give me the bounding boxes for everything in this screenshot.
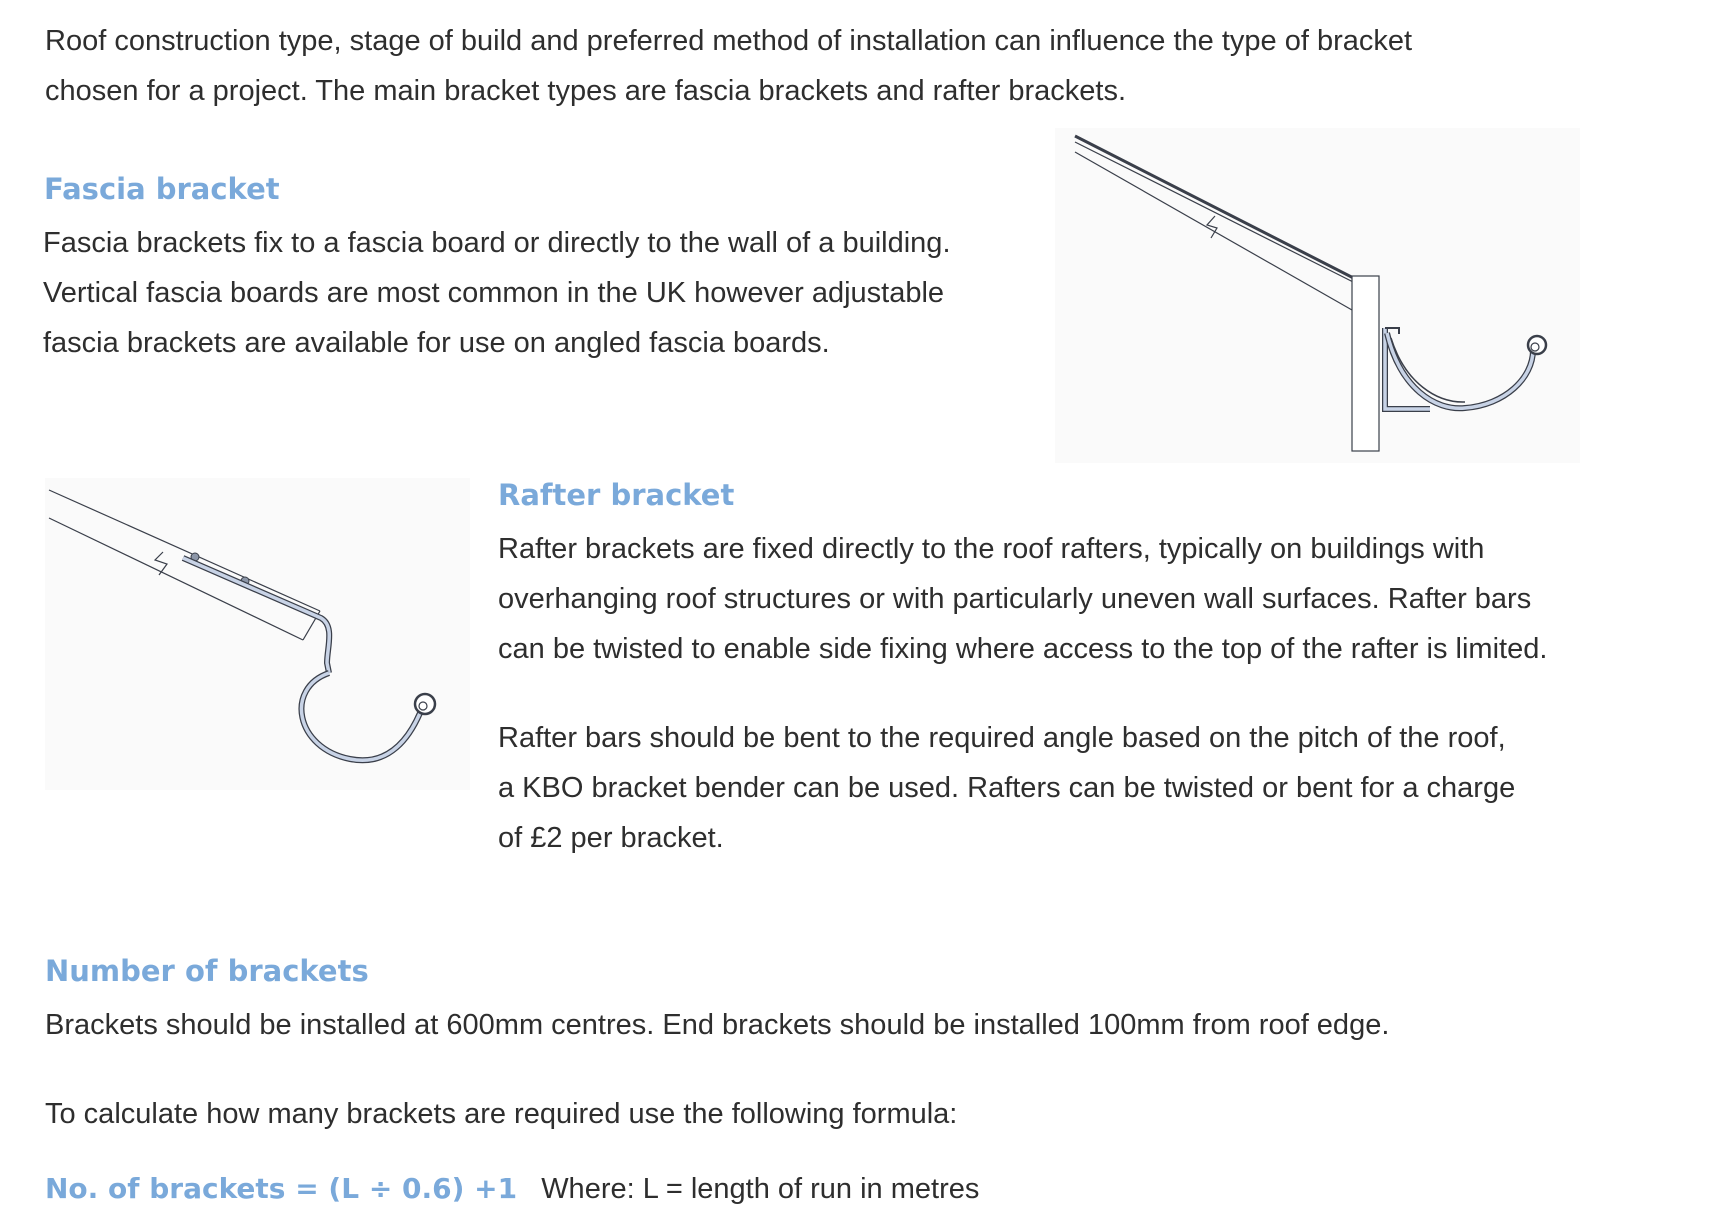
formula-where: Where: L = length of run in metres xyxy=(541,1173,980,1205)
formula-line xyxy=(45,1172,979,1206)
fascia-line-3: fascia brackets are available for use on angled fascia boards. xyxy=(43,327,830,359)
rafter-p1-line-3: can be twisted to enable side fixing where access to the top of the rafter is limited. xyxy=(498,633,1548,665)
intro-line-2: chosen for a project. The main bracket types are fascia brackets and rafter brackets. xyxy=(45,75,1127,107)
rafter-p1-line-2: overhanging roof structures or with particularly uneven wall surfaces. Rafter bars xyxy=(498,583,1532,615)
rafter-bracket-illustration xyxy=(45,478,470,790)
rafter-p2-line-2: a KBO bracket bender can be used. Rafters can be twisted or bent for a charge xyxy=(498,772,1516,804)
fascia-line-2: Vertical fascia boards are most common in the UK however adjustable xyxy=(43,277,945,309)
fascia-line-1: Fascia brackets fix to a fascia board or directly to the wall of a building. xyxy=(43,227,951,259)
rafter-heading: Rafter bracket xyxy=(498,478,735,512)
rafter-p2-line-3: of £2 per bracket. xyxy=(498,822,724,854)
rafter-p2-line-1: Rafter bars should be bent to the required angle based on the pitch of the roof, xyxy=(498,722,1506,754)
formula-intro: To calculate how many brackets are required use the following formula: xyxy=(45,1098,958,1130)
bracket-formula: No. of brackets = (L ÷ 0.6) +1 xyxy=(45,1172,518,1205)
number-description: Brackets should be installed at 600mm centres. End brackets should be installed 100mm from roof edge. xyxy=(45,1009,1390,1041)
fascia-description xyxy=(43,218,951,368)
fascia-heading: Fascia bracket xyxy=(44,172,280,206)
intro-text xyxy=(45,16,1412,116)
rafter-p1-line-1: Rafter brackets are fixed directly to the roof rafters, typically on buildings with xyxy=(498,533,1485,565)
fascia-bracket-illustration xyxy=(1055,128,1580,463)
rafter-description-1 xyxy=(498,524,1547,674)
rafter-description-2 xyxy=(498,713,1515,863)
intro-line-1: Roof construction type, stage of build and preferred method of installation can influence the type of bracket xyxy=(45,25,1413,57)
number-heading: Number of brackets xyxy=(45,954,369,988)
